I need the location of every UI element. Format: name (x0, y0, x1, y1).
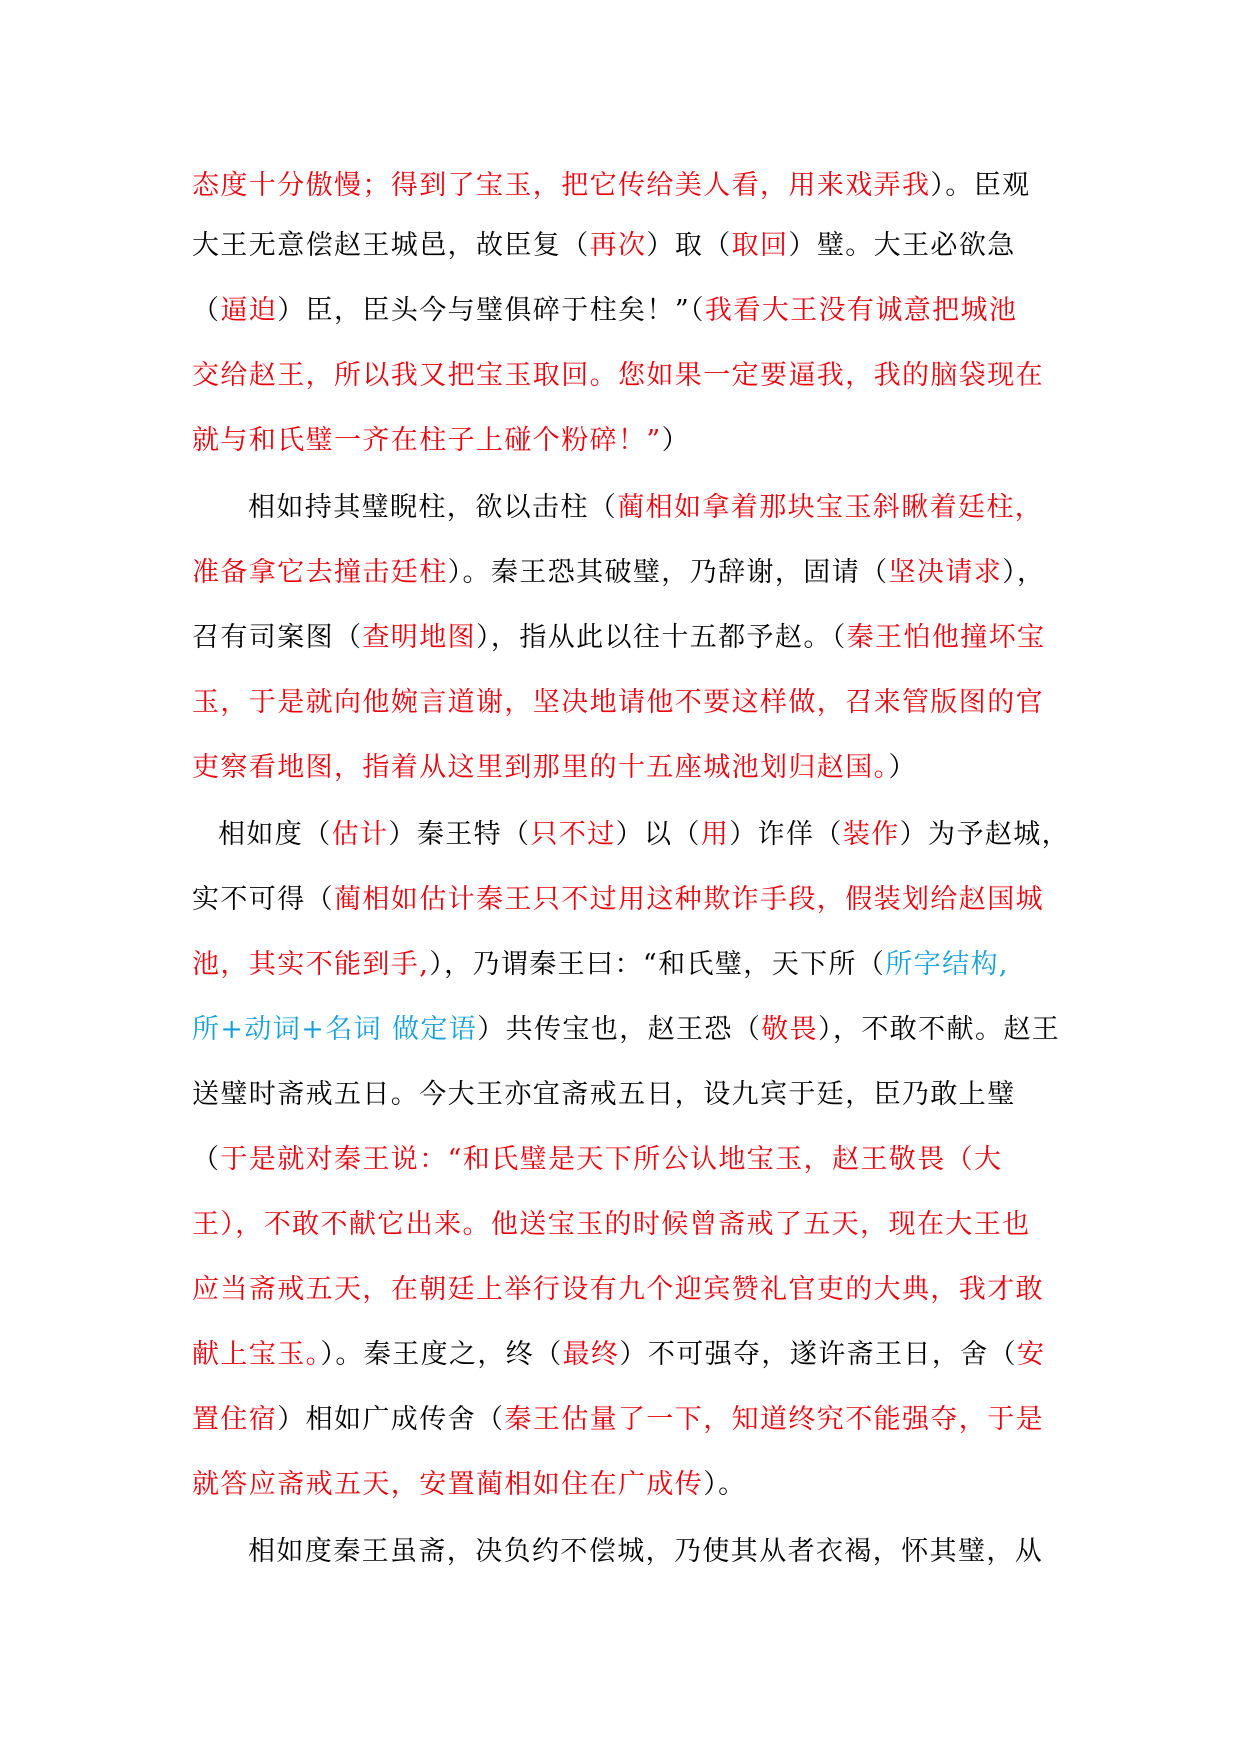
text-segment: 秦王估量了一下，知道终究不能强夺，于是 (504, 1404, 1045, 1435)
text-line-14 (192, 1010, 1072, 1050)
text-line-20 (192, 1400, 1072, 1440)
text-segment: 秦王怕他撞坏宝 (846, 622, 1046, 653)
text-segment: 相如度（ (218, 819, 332, 850)
text-segment: 最终 (562, 1339, 620, 1370)
text-segment: 交给赵王，所以我又把宝玉取回。您如果一定要逼我，我的脑袋现在 (192, 360, 1044, 391)
text-segment: ） (661, 425, 691, 456)
text-segment: ）。 (703, 1469, 747, 1500)
text-segment: ）以（ (615, 819, 701, 850)
text-segment: 献上宝玉。 (192, 1339, 321, 1370)
text-line-18 (192, 1270, 1072, 1310)
text-segment: 就与和氏璧一齐在柱子上碰个粉碎！” (192, 425, 662, 456)
text-segment: 大王无意偿赵王城邑，故臣复（ (192, 230, 590, 261)
text-line-11 (218, 815, 1098, 855)
text-segment: 装作 (842, 819, 900, 850)
text-line-17 (192, 1205, 1072, 1245)
text-segment: （ (192, 1144, 221, 1175)
text-segment: 用 (700, 819, 730, 850)
text-line-6 (248, 488, 1128, 528)
text-segment: ）。秦王恐其破璧，乃辞谢，固请（ (447, 557, 889, 588)
text-segment: ）为予赵城， (899, 819, 1071, 850)
text-segment: ）秦王特（ (388, 819, 531, 850)
text-segment: 态度十分傲慢；得到了宝玉，把它传给美人看，用来戏弄我 (192, 170, 931, 201)
text-segment: 吏察看地图，指着从这里到那里的十五座城池划归赵国。 (192, 752, 889, 783)
text-segment: ） (888, 752, 917, 783)
text-segment: 只不过 (530, 819, 616, 850)
text-segment: ）相如广成传舍（ (277, 1404, 505, 1435)
text-line-8 (192, 618, 1072, 658)
text-line-22 (248, 1532, 1128, 1572)
text-segment: ）， (1002, 557, 1046, 588)
text-line-4 (192, 356, 1072, 396)
text-segment: （ (192, 295, 221, 326)
text-segment: 估计 (331, 819, 389, 850)
text-line-7 (192, 553, 1072, 593)
text-line-19 (192, 1335, 1072, 1375)
text-segment: ），乃谓秦王曰：“和氏璧，天下所（ (429, 949, 886, 980)
text-segment: ）诈佯（ (729, 819, 843, 850)
text-line-13 (192, 945, 1072, 985)
text-segment: 敬畏 (761, 1014, 819, 1045)
text-segment: 相如度秦王虽斋，决负约不偿城，乃使其从者衣褐，怀其璧，从 (248, 1536, 1044, 1567)
text-segment: ）不可强夺，遂许斋王日，舍（ (619, 1339, 1018, 1370)
text-segment: 就答应斋戒五天，安置蔺相如住在广成传 (192, 1469, 704, 1500)
text-segment: 于是就对秦王说：“和氏璧是天下所公认地宝玉，赵王敬畏（大 (220, 1144, 1003, 1175)
text-segment: 查明地图 (362, 622, 477, 653)
text-segment: ）。臣观 (930, 170, 1031, 201)
text-segment: ），不敢不献。赵王 (818, 1014, 1061, 1045)
text-segment: 置住宿 (192, 1404, 278, 1435)
text-segment: ）璧。大王必欲急 (788, 230, 1016, 261)
text-segment: 取回 (731, 230, 789, 261)
text-segment: 玉，于是就向他婉言道谢，坚决地请他不要这样做，召来管版图的官 (192, 687, 1044, 718)
text-line-9 (192, 683, 1072, 723)
text-segment: 召有司案图（ (192, 622, 363, 653)
text-segment: 我看大王没有诚意把城池 (704, 295, 1018, 326)
text-segment: 王），不敢不献它出来。他送宝玉的时候曾斋戒了五天，现在大王也 (192, 1209, 1031, 1240)
text-line-15 (192, 1075, 1072, 1115)
text-segment: ）。秦王度之，终（ (320, 1339, 563, 1370)
text-line-3 (192, 291, 1072, 331)
text-segment: ）取（ (646, 230, 732, 261)
text-segment: 实不可得（ (192, 884, 334, 915)
text-segment: 坚决请求 (888, 557, 1003, 588)
text-segment: ），指从此以往十五都予赵。（ (476, 622, 847, 653)
text-segment: ）共传宝也，赵王恐（ (477, 1014, 762, 1045)
grammar-note: 所+动词+名词 做定语 (192, 1014, 478, 1045)
text-line-16 (192, 1140, 1072, 1180)
text-segment: 蔺相如拿着那块宝玉斜瞅着廷柱， (617, 492, 1044, 523)
text-segment: 安 (1017, 1339, 1046, 1370)
text-segment: 相如持其璧睨柱，欲以击柱（ (248, 492, 618, 523)
text-line-10 (192, 748, 1072, 788)
text-segment: 池，其实不能到手, (192, 949, 430, 980)
text-segment: 送璧时斋戒五日。今大王亦宜斋戒五日，设九宾于廷，臣乃敢上璧 (192, 1079, 1016, 1110)
text-line-1 (192, 166, 1072, 206)
text-segment: 准备拿它去撞击廷柱 (192, 557, 448, 588)
text-segment: 逼迫 (220, 295, 278, 326)
text-segment: 蔺相如估计秦王只不过用这种欺诈手段，假装划给赵国城 (334, 884, 1044, 915)
text-line-5 (192, 421, 1072, 461)
text-line-12 (192, 880, 1072, 920)
text-line-21 (192, 1465, 1072, 1505)
text-segment: 再次 (589, 230, 647, 261)
text-segment: ）臣，臣头今与璧俱碎于柱矣！”（ (277, 295, 705, 326)
text-segment: 应当斋戒五天，在朝廷上举行设有九个迎宾赞礼官吏的大典，我才敢 (192, 1274, 1044, 1305)
grammar-note: 所字结构, (885, 949, 1009, 980)
text-line-2 (192, 226, 1072, 266)
